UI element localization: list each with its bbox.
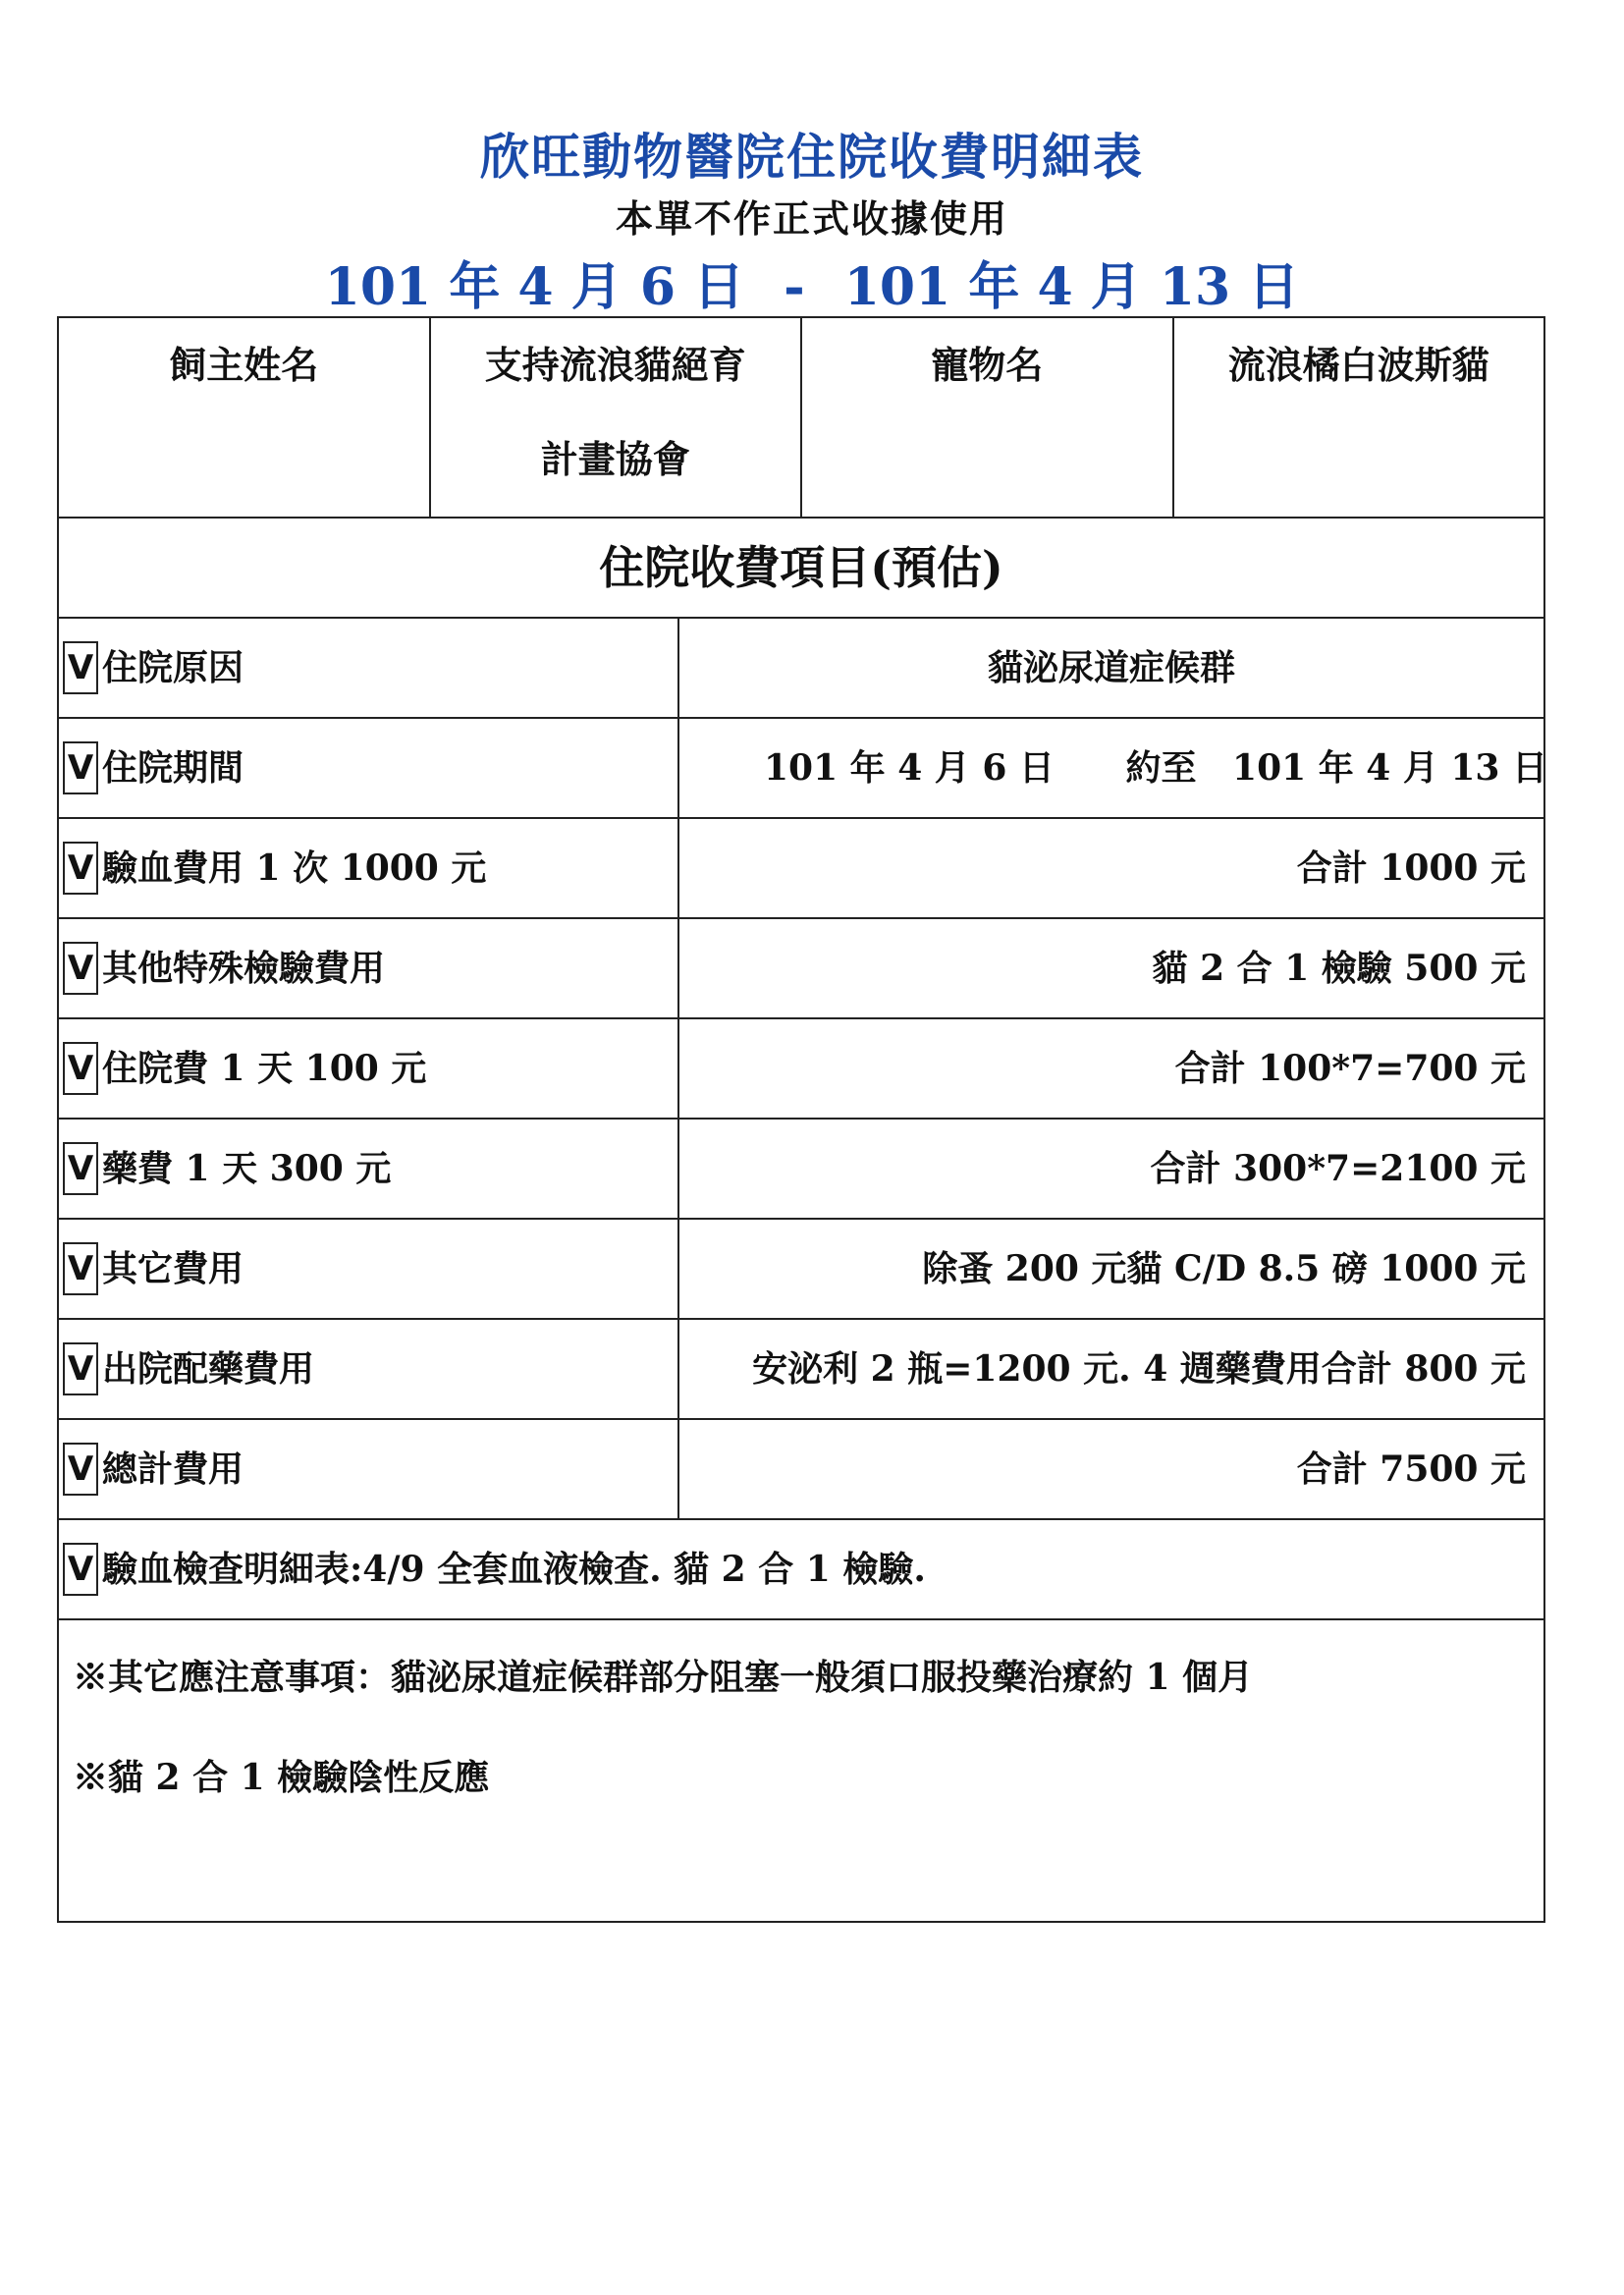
document-subtitle: 本單不作正式收據使用	[615, 196, 1008, 241]
checkbox-icon: V	[63, 741, 98, 794]
blood-detail-text: 驗血檢查明細表:4/9 全套血液檢查. 貓 2 合 1 檢驗.	[102, 1549, 926, 1590]
period-mid: 約至	[1125, 747, 1197, 789]
period-start: 101 年 4 月 6 日	[764, 747, 1055, 789]
checkbox-icon: V	[63, 1042, 98, 1095]
fee-table	[57, 316, 1545, 1923]
item-label: 總計費用	[102, 1448, 244, 1490]
checkbox-icon: V	[63, 842, 98, 895]
item-label: 其他特殊檢驗費用	[102, 948, 386, 989]
item-label: 住院期間	[102, 747, 244, 789]
item-row-discharge-medicine	[59, 1320, 1543, 1420]
checkbox-icon: V	[63, 1242, 98, 1295]
note-line: ※貓 2 合 1 檢驗陰性反應	[73, 1757, 490, 1798]
blood-detail-row	[59, 1520, 1543, 1620]
pet-label-cell	[802, 318, 1174, 517]
item-value: 貓 2 合 1 檢驗 500 元	[1152, 948, 1526, 989]
owner-name-line2: 計畫協會	[540, 437, 690, 481]
item-value: 合計 7500 元	[1296, 1448, 1526, 1490]
checkbox-icon: V	[63, 1142, 98, 1195]
owner-name-line1: 支持流浪貓絕育	[484, 343, 746, 387]
item-row-reason	[59, 619, 1543, 719]
item-value: 合計 300*7=2100 元	[1150, 1148, 1526, 1189]
owner-label: 飼主姓名	[169, 343, 319, 387]
owner-name-cell	[431, 318, 803, 517]
item-row-total	[59, 1420, 1543, 1520]
item-row-medicine-fee	[59, 1120, 1543, 1220]
notes-section	[59, 1620, 1543, 1923]
date-end: 101 年 4 月 13 日	[843, 257, 1300, 317]
item-value: 貓泌尿道症候群	[987, 647, 1235, 688]
pet-name-cell	[1174, 318, 1544, 517]
checkbox-icon: V	[63, 1342, 98, 1395]
date-range	[0, 246, 1624, 319]
date-separator: -	[784, 257, 805, 317]
item-label: 驗血費用 1 次 1000 元	[102, 847, 487, 889]
owner-info-row	[59, 318, 1543, 519]
item-label: 住院原因	[102, 647, 244, 688]
item-row-blood-test	[59, 819, 1543, 919]
checkbox-icon: V	[63, 1443, 98, 1496]
item-value: 合計 100*7=700 元	[1174, 1048, 1526, 1089]
item-row-hospital-fee	[59, 1019, 1543, 1120]
pet-label: 寵物名	[931, 343, 1044, 387]
note-line: ※其它應注意事項：貓泌尿道症候群部分阻塞一般須口服投藥治療約 1 個月	[73, 1657, 1254, 1698]
item-row-period	[59, 719, 1547, 819]
item-label: 藥費 1 天 300 元	[102, 1148, 392, 1189]
section-title: 住院收費項目(預估)	[59, 519, 1543, 619]
item-value	[679, 719, 1547, 817]
item-label: 住院費 1 天 100 元	[102, 1048, 427, 1089]
item-value: 安泌利 2 瓶=1200 元. 4 週藥費用合計 800 元	[752, 1348, 1526, 1390]
pet-name: 流浪橘白波斯貓	[1227, 343, 1489, 387]
item-row-other-fee	[59, 1220, 1543, 1320]
item-value: 合計 1000 元	[1296, 847, 1526, 889]
item-label: 其它費用	[102, 1248, 244, 1289]
period-end: 101 年 4 月 13 日	[1232, 747, 1547, 789]
checkbox-icon: V	[63, 942, 98, 995]
item-label: 出院配藥費用	[102, 1348, 315, 1390]
item-value: 除蚤 200 元貓 C/D 8.5 磅 1000 元	[922, 1248, 1526, 1289]
item-row-special-test	[59, 919, 1543, 1019]
document-title: 欣旺動物醫院住院收費明細表	[480, 128, 1144, 186]
checkbox-icon: V	[63, 1543, 98, 1596]
date-start: 101 年 4 月 6 日	[324, 257, 745, 317]
owner-label-cell	[59, 318, 431, 517]
checkbox-icon: V	[63, 641, 98, 694]
